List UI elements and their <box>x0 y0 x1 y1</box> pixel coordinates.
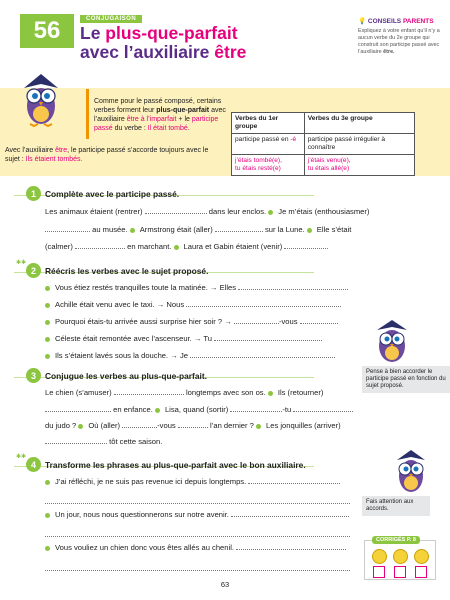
tips-title-a: CONSEILS <box>367 18 403 25</box>
rule-text-pink: être <box>55 147 68 154</box>
owl-mascot-icon <box>372 318 412 366</box>
bullet-icon <box>174 245 179 250</box>
rule-text-pink: Il était tombé. <box>147 125 190 132</box>
line-text: au musée. <box>92 225 128 234</box>
answer-blank[interactable] <box>45 224 90 232</box>
line-text: (calmer) <box>45 242 73 251</box>
owl-mascot-icon <box>392 448 430 496</box>
item-text: Céleste était remontée avec l’ascenseur. → Tu <box>55 334 213 343</box>
answer-blank[interactable] <box>45 496 350 504</box>
bullet-icon <box>256 424 261 429</box>
line-text: Le chien (s’amuser) <box>45 388 112 397</box>
table-row <box>232 134 415 155</box>
list-item <box>45 542 346 553</box>
line-text: Elle s’était <box>316 225 352 234</box>
answer-blank[interactable] <box>75 241 125 249</box>
answer-blank[interactable] <box>215 224 263 232</box>
exercise-line <box>45 206 369 217</box>
title-highlight: être <box>214 42 247 62</box>
rule-paragraph-2 <box>5 146 225 164</box>
rule-text-pink: participe passé <box>94 116 219 132</box>
cell-text-pink: j’étais tombé(e), <box>235 157 282 164</box>
bullet-icon <box>155 408 160 413</box>
item-text: J’ai réfléchi, je ne suis pas revenue ici depuis longtemps. <box>55 477 247 486</box>
conjugation-table <box>231 112 415 176</box>
answer-blank[interactable] <box>236 542 346 550</box>
item-text: Un jour, nous nous questionnerons sur notre avenir. <box>55 510 229 519</box>
table-header: Verbes du 3e groupe <box>304 113 414 134</box>
item-text: Ils s’étaient lavés sous la douche. → Je <box>55 351 188 360</box>
line-text: Où (aller) <box>88 421 121 430</box>
bullet-icon <box>45 354 50 359</box>
bullet-icon <box>45 303 50 308</box>
tips-title-b: PARENTS <box>402 18 434 25</box>
exercise-line <box>45 404 353 415</box>
bullet-icon <box>268 210 273 215</box>
rule-paragraph-1 <box>94 97 234 133</box>
hint-box: Pense à bien accorder le participe passé en fonction du sujet proposé. <box>362 366 450 393</box>
cell-text-pink: -é <box>290 136 297 143</box>
answer-blank[interactable] <box>300 316 338 324</box>
exercise-line <box>45 241 329 252</box>
bullet-icon <box>45 546 50 551</box>
table-header: Verbes du 1er groupe <box>232 113 305 134</box>
exercise-title: Réécris les verbes avec le sujet proposé. <box>45 266 209 276</box>
line-text: du judo ? <box>45 421 77 430</box>
title-part: avec l’auxiliaire <box>80 42 215 62</box>
bullet-icon <box>130 228 135 233</box>
cell-text-pink: tu étais allé(e) <box>307 165 350 172</box>
list-item <box>45 333 322 344</box>
bullet-icon <box>45 320 50 325</box>
line-text: Ils (retourner) <box>277 388 324 397</box>
answer-blank[interactable] <box>231 509 349 517</box>
exercise-title: Conjugue les verbes au plus-que-parfait. <box>45 371 207 381</box>
answer-blank[interactable] <box>45 529 350 537</box>
title-part: Le <box>80 23 106 43</box>
exercise-line <box>45 436 162 447</box>
answer-blank[interactable] <box>122 420 157 428</box>
answer-blank[interactable] <box>284 241 329 251</box>
table-cell: participe passé irrégulier à connaître <box>304 134 414 155</box>
line-text: longtemps avec son os. <box>185 388 266 397</box>
self-eval-checkbox[interactable] <box>415 566 427 578</box>
table-cell <box>304 155 414 176</box>
lesson-number: 56 <box>20 14 74 48</box>
tips-text-bold: être. <box>383 49 395 55</box>
table-cell <box>232 155 305 176</box>
line-text: Les animaux étaient (rentrer) <box>45 207 143 216</box>
rule-text-pink: Ils étaient tombés. <box>25 156 83 163</box>
answer-blank[interactable] <box>293 404 353 412</box>
line-text: -vous <box>157 421 176 430</box>
rule-text: avec l’auxiliaire <box>94 107 226 123</box>
answer-line[interactable] <box>45 563 350 571</box>
item-text: Achille était venu avec le taxi. → Nous <box>55 300 185 309</box>
list-item <box>45 299 341 310</box>
exercise-title: Complète avec le participe passé. <box>45 189 180 199</box>
line-text: Laura et Gabin étaient (venir) <box>183 242 283 251</box>
answer-blank[interactable] <box>190 350 335 358</box>
page-title <box>80 24 246 62</box>
answer-blank[interactable] <box>238 282 348 290</box>
self-eval-checkbox[interactable] <box>394 566 406 578</box>
exercise-line <box>45 420 341 431</box>
line-text: sur la Lune. <box>264 225 305 234</box>
bullet-icon <box>45 286 50 291</box>
bullet-icon <box>45 337 50 342</box>
line-text: l’an dernier ? <box>209 421 254 430</box>
line-text: dans leur enclos. <box>208 207 267 216</box>
line-text: en enfance. <box>113 405 153 414</box>
answer-blank[interactable] <box>178 420 208 428</box>
hint-box: Fais attention aux accords. <box>362 496 430 516</box>
bullet-icon <box>307 228 312 233</box>
list-item <box>45 316 338 327</box>
item-text: Vous étiez restés tranquilles toute la matinée. → Elles <box>55 283 237 292</box>
line-text: -tu <box>282 405 292 414</box>
exercise-number: 1 <box>26 186 41 201</box>
rule-text-pink: être à l’imparfait <box>126 116 177 123</box>
table-row <box>232 155 415 176</box>
answer-line[interactable] <box>45 496 350 504</box>
corrige-label[interactable]: CORRIGÉS P. 8 <box>372 536 420 544</box>
title-highlight: plus-que-parfait <box>105 23 238 43</box>
list-item <box>45 350 335 361</box>
difficulty-star-icon: ✱✱ <box>16 260 27 266</box>
page-number: 63 <box>220 580 230 589</box>
answer-blank[interactable] <box>248 476 340 484</box>
exercise-line <box>45 387 323 398</box>
category-badge: CONJUGAISON <box>80 15 142 23</box>
answer-blank[interactable] <box>230 404 282 412</box>
line-text: Je m’étais (enthousiasmer) <box>278 207 370 216</box>
exercise-number: 3 <box>26 368 41 383</box>
item-text: Pourquoi étais-tu arrivée aussi surprise hier soir ? → <box>55 317 232 326</box>
exercise-title: Transforme les phrases au plus-que-parfait avec le bon auxiliaire. <box>45 460 306 470</box>
bullet-icon <box>45 513 50 518</box>
rule-text: du verbe : <box>112 125 148 132</box>
sad-face-icon <box>414 549 429 564</box>
exercise-number: 4 <box>26 457 41 472</box>
parent-tips <box>358 18 446 56</box>
exercise-line <box>45 224 351 235</box>
rule-text: , le participe passé s’accorde toujours avec le sujet : <box>5 147 209 163</box>
answer-blank[interactable] <box>45 404 111 412</box>
item-text: Vous vouliez un chien donc vous êtes allés au chenil. <box>55 543 234 552</box>
line-text: tôt cette saison. <box>109 437 163 446</box>
answer-blank[interactable] <box>214 333 322 341</box>
cell-text-pink: j’étais venu(e), <box>307 157 351 164</box>
table-cell <box>232 134 305 155</box>
line-text: Armstrong était (aller) <box>139 225 213 234</box>
answer-line[interactable] <box>45 529 350 537</box>
difficulty-star-icon: ✱✱ <box>16 454 27 460</box>
list-item <box>45 476 340 487</box>
parent-tips-title <box>358 18 446 25</box>
answer-blank[interactable] <box>114 387 184 395</box>
rule-accent-bar <box>86 89 89 139</box>
self-eval-checkbox[interactable] <box>373 566 385 578</box>
cell-text-pink: tu étais resté(e) <box>235 165 281 172</box>
rule-text: + le <box>176 116 192 123</box>
rule-text-bold: plus-que-parfait <box>156 107 210 114</box>
answer-blank[interactable] <box>45 436 107 444</box>
answer-blank[interactable] <box>186 299 341 307</box>
answer-blank[interactable] <box>234 316 279 324</box>
cell-text: participe passé en <box>235 136 291 143</box>
line-text: Les jonquilles (arriver) <box>266 421 341 430</box>
table-row <box>232 113 415 134</box>
bullet-icon <box>268 391 273 396</box>
owl-mascot-icon <box>20 68 62 130</box>
list-item <box>45 282 348 293</box>
neutral-face-icon <box>393 549 408 564</box>
tips-text: Expliquez à votre enfant qu’il n’y a aucun verbe du 2e groupe qui construit son participe passé avec l’auxiliaire <box>358 28 440 55</box>
answer-blank[interactable] <box>45 563 350 571</box>
line-text: en marchant. <box>127 242 172 251</box>
bullet-icon <box>78 424 83 429</box>
rule-text: Avec l’auxiliaire <box>5 147 56 154</box>
bullet-icon <box>45 480 50 485</box>
line-text: . <box>326 242 329 251</box>
happy-face-icon <box>372 549 387 564</box>
item-text: -vous <box>278 317 298 326</box>
lightbulb-icon: 💡 <box>358 18 367 25</box>
rule-text: Comme pour le passé composé, certains verbes forment leur <box>94 98 222 114</box>
list-item <box>45 509 349 520</box>
exercise-number: 2 <box>26 263 41 278</box>
line-text: Lisa, quand (sortir) <box>164 405 229 414</box>
answer-blank[interactable] <box>145 206 207 214</box>
